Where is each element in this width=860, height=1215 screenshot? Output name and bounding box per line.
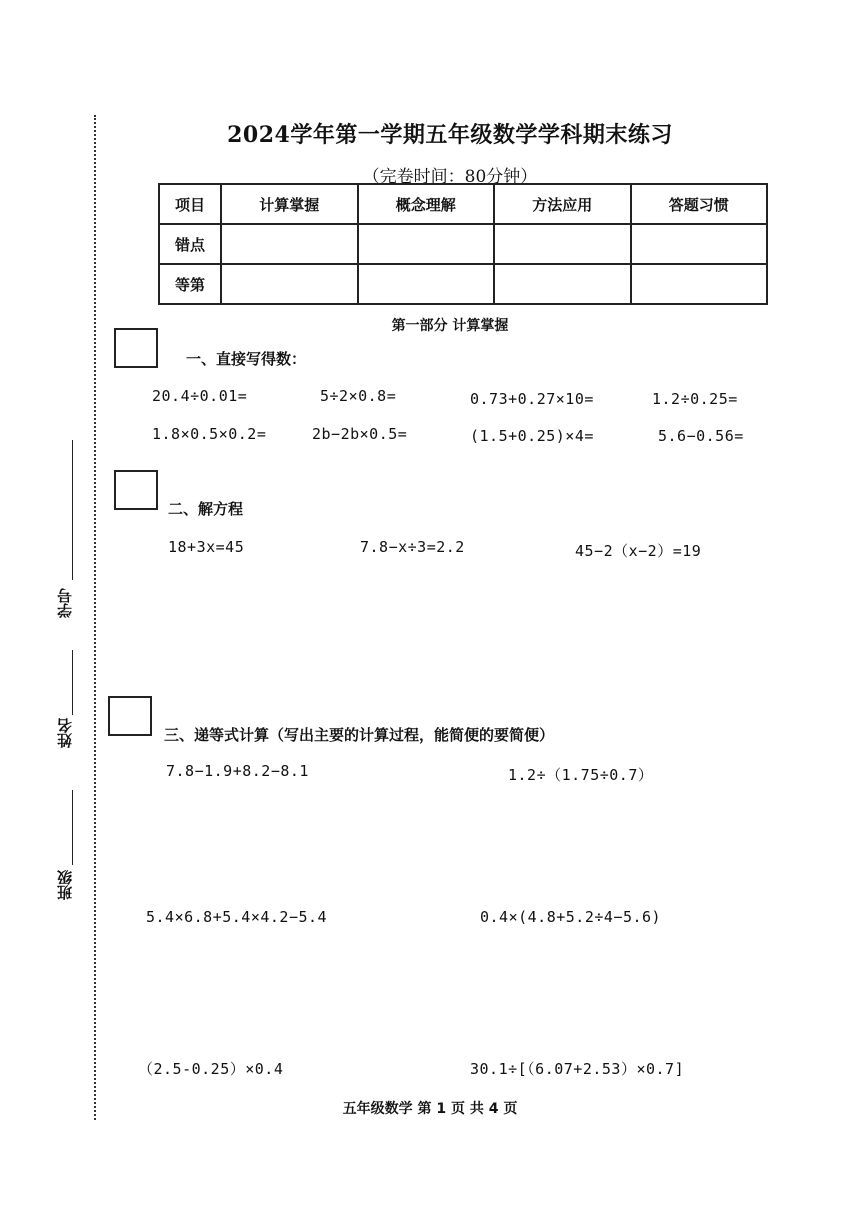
score-cell[interactable] (494, 264, 631, 304)
part1-title: 第一部分 计算掌握 (391, 318, 509, 334)
section3-score-box[interactable] (108, 696, 152, 736)
s1-problem: 2b−2b×0.5= (312, 425, 408, 443)
score-table-row (159, 224, 767, 264)
section1-score-box[interactable] (114, 328, 158, 368)
student-id-label: 学号 (56, 588, 74, 618)
s3-problem: 7.8−1.9+8.2−8.1 (166, 762, 309, 780)
student-id-line[interactable] (72, 440, 73, 580)
score-table (158, 183, 768, 305)
score-table-row (159, 264, 767, 304)
s2-problem: 18+3x=45 (168, 538, 245, 556)
s1-problem: 1.2÷0.25= (652, 390, 738, 408)
s1-problem: 20.4÷0.01= (152, 387, 248, 405)
score-header-habit: 答题习惯 (631, 184, 768, 224)
score-row-label: 等第 (159, 264, 221, 304)
score-header-concept: 概念理解 (358, 184, 495, 224)
binding-dotted-line (94, 115, 96, 1120)
s1-problem: 5.6−0.56= (658, 427, 744, 445)
exam-title: 2024学年第一学期五年级数学学科期末练习 (227, 122, 673, 148)
s1-problem: 1.8×0.5×0.2= (152, 425, 267, 443)
score-header-item: 项目 (159, 184, 221, 224)
page-footer: 五年级数学 第 1 页 共 4 页 (342, 1101, 518, 1117)
score-cell[interactable] (221, 224, 358, 264)
section2-score-box[interactable] (114, 470, 158, 510)
name-label: 姓名 (56, 718, 74, 748)
s2-problem: 7.8−x÷3=2.2 (360, 538, 465, 556)
s3-problem: 0.4×(4.8+5.2÷4−5.6) (480, 908, 662, 926)
exam-subtitle: （完卷时间：80分钟） (362, 167, 538, 187)
score-cell[interactable] (631, 264, 768, 304)
class-label: 班级 (56, 870, 74, 900)
score-cell[interactable] (221, 264, 358, 304)
score-cell[interactable] (358, 224, 495, 264)
s3-problem: 30.1÷[（6.07+2.53）×0.7] (470, 1060, 685, 1078)
s1-problem: 5÷2×0.8= (320, 387, 397, 405)
score-header-method: 方法应用 (494, 184, 631, 224)
s3-problem: 5.4×6.8+5.4×4.2−5.4 (146, 908, 328, 926)
name-line[interactable] (72, 650, 73, 715)
score-row-label: 错点 (159, 224, 221, 264)
score-cell[interactable] (631, 224, 768, 264)
section1-title: 一、直接写得数： (186, 350, 307, 368)
score-header-calc: 计算掌握 (221, 184, 358, 224)
s1-problem: (1.5+0.25)×4= (470, 427, 594, 445)
class-line[interactable] (72, 790, 73, 865)
score-cell[interactable] (358, 264, 495, 304)
s3-problem: （2.5-0.25）×0.4 (138, 1060, 284, 1078)
s2-problem: 45−2（x−2）=19 (575, 542, 702, 560)
section2-title: 二、解方程 (168, 500, 244, 518)
s1-problem: 0.73+0.27×10= (470, 390, 594, 408)
s3-problem: 1.2÷（1.75÷0.7） (508, 766, 654, 784)
score-cell[interactable] (494, 224, 631, 264)
score-table-header-row (159, 184, 767, 224)
section3-title: 三、递等式计算（写出主要的计算过程，能简便的要简便） (164, 726, 555, 744)
